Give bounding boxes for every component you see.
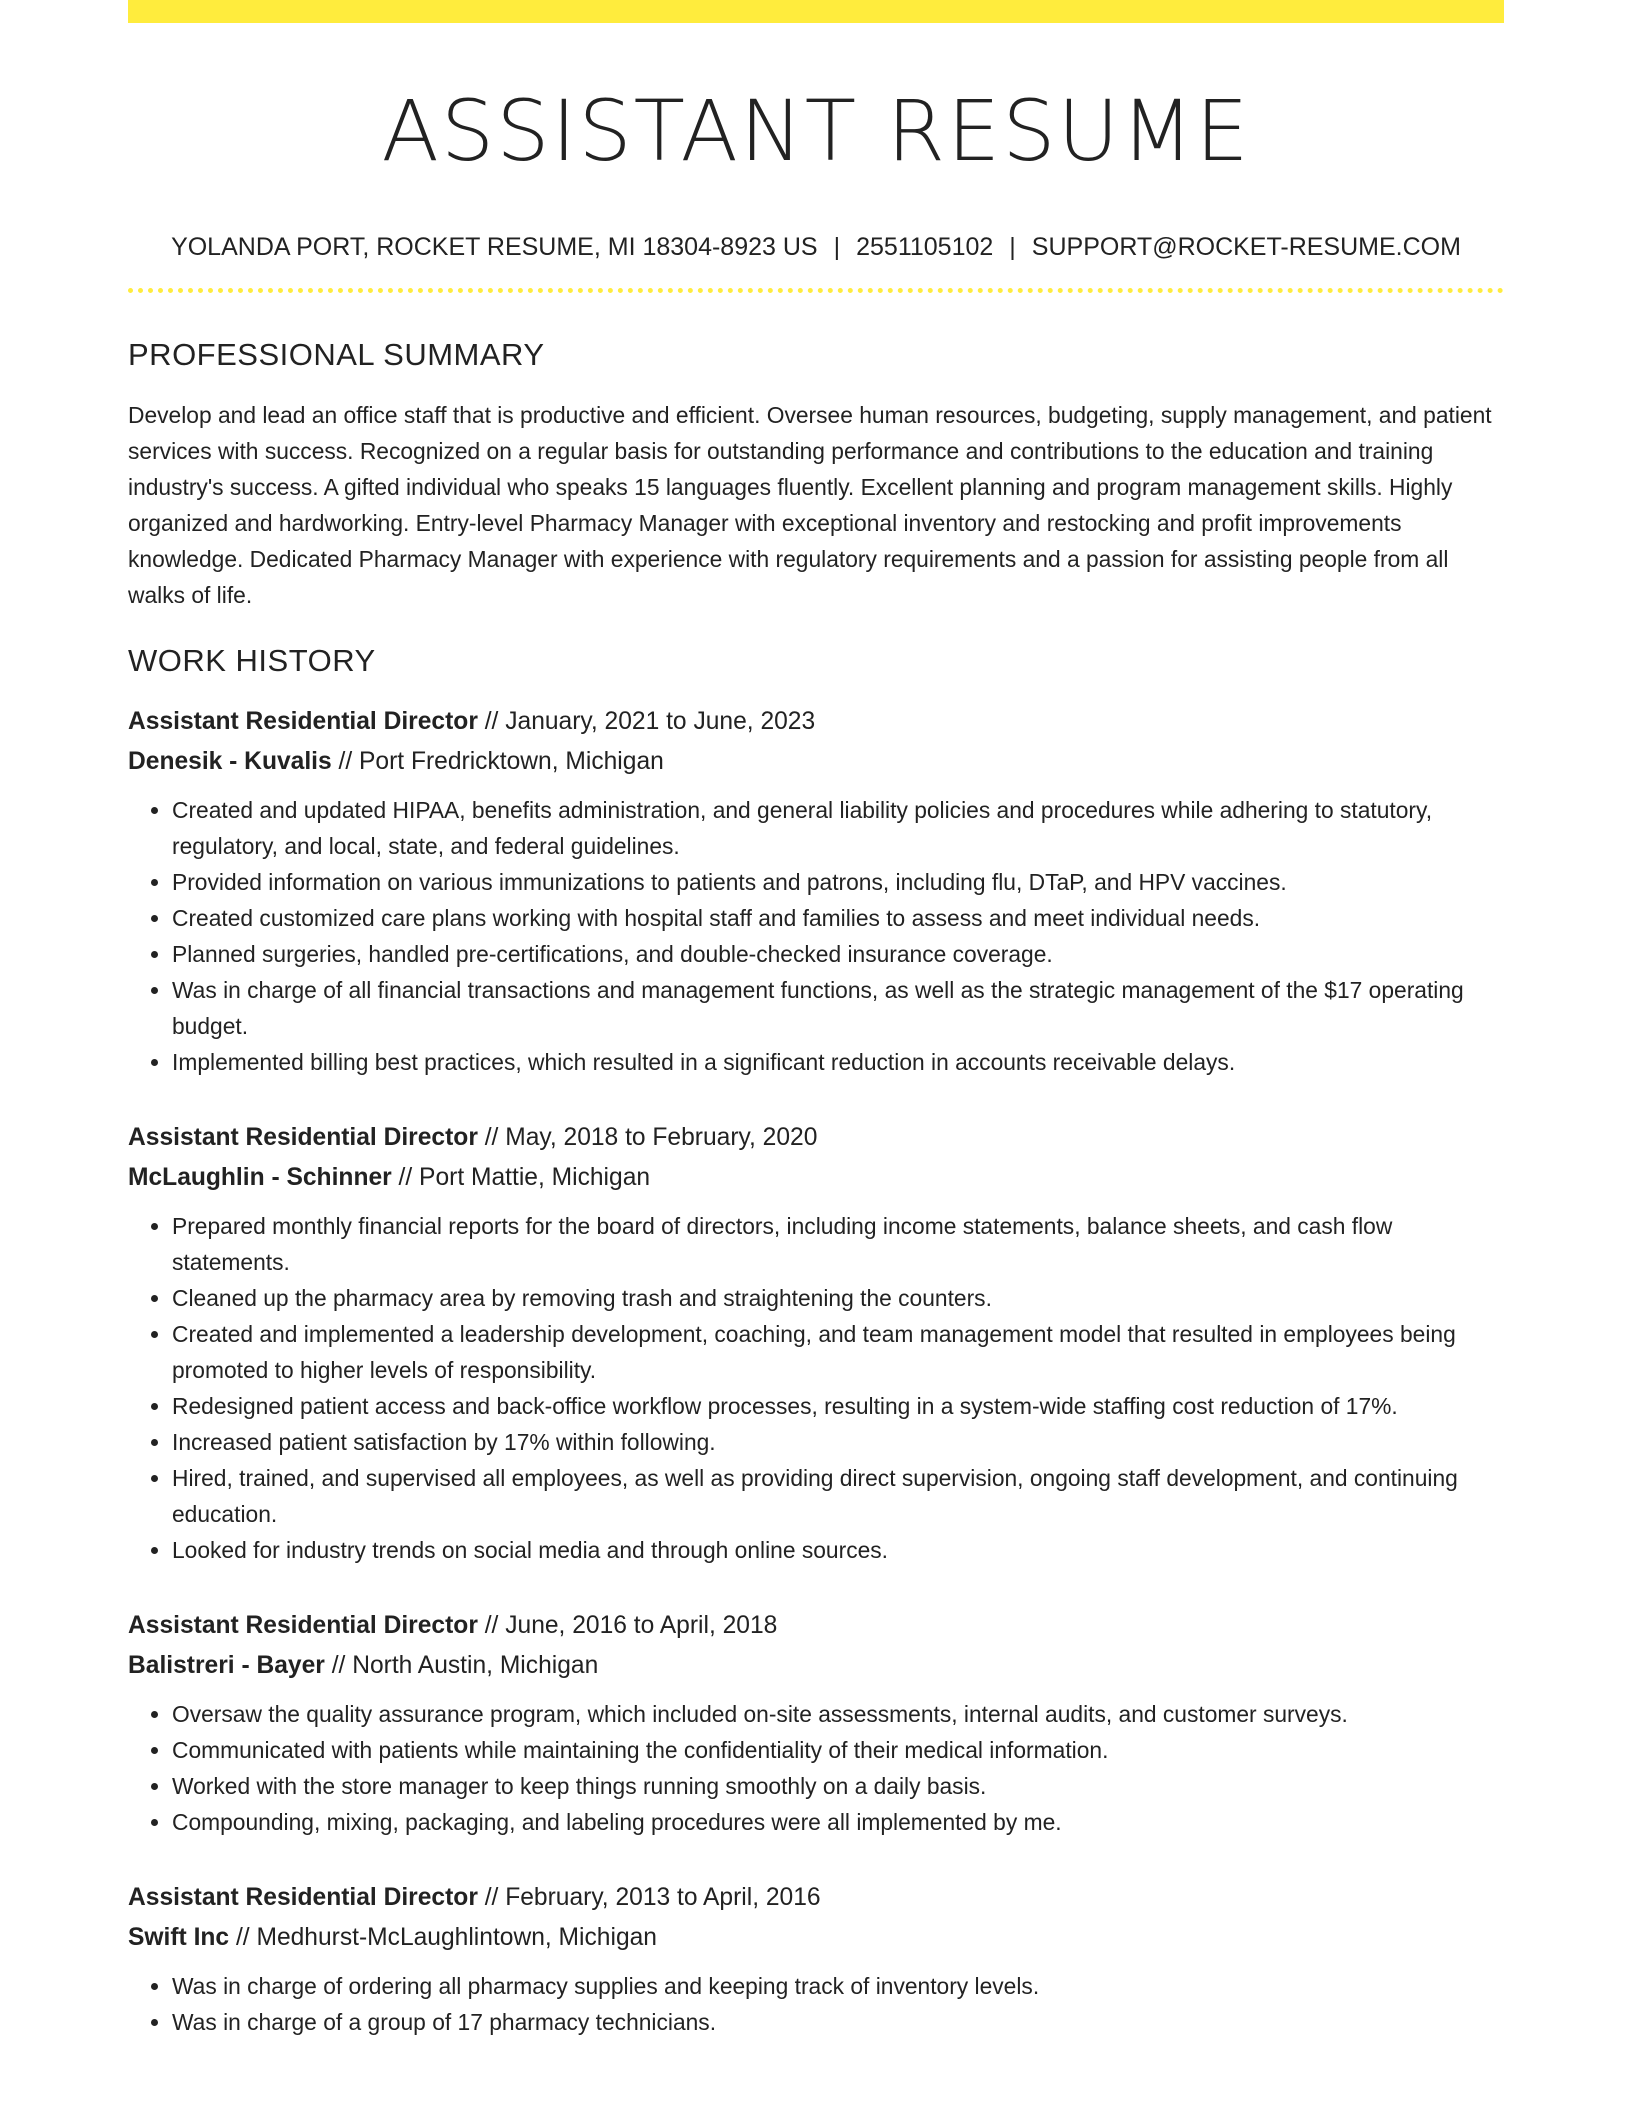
job-location: // Medhurst-McLaughlintown, Michigan [229,1924,657,1951]
job-bullet: • Looked for industry trends on social media and through online sources. [172,1532,1504,1568]
job-title: Assistant Residential Director [128,708,478,735]
resume-title: ASSISTANT RESUME [381,82,1251,180]
job-dates: // June, 2016 to April, 2018 [477,1612,778,1639]
job-bullet-list [128,1208,1504,1568]
work-history-list [128,702,1504,2040]
job-location: // Port Mattie, Michigan [391,1164,651,1191]
job-title: Assistant Residential Director [128,1884,478,1911]
job-title-line [128,1606,1504,1646]
job-title-line [128,1118,1504,1158]
work-history-heading: WORK HISTORY [128,643,376,678]
job-company-line [128,742,1504,782]
job-bullet: • Redesigned patient access and back-office workflow processes, resulting in a system-wide staffing cost reduction of 17%. [172,1388,1504,1424]
job-bullet: • Implemented billing best practices, which resulted in a significant reduction in accounts receivable delays. [172,1044,1504,1080]
job-entry [128,1878,1504,2040]
job-entry [128,1118,1504,1568]
job-company: Balistreri - Bayer [128,1652,325,1679]
job-dates: // January, 2021 to June, 2023 [477,708,816,735]
contact-phone: 2551105102 [856,233,994,261]
job-bullet: • Provided information on various immunizations to patients and patrons, including flu, DTaP, and HPV vaccines. [172,864,1504,900]
job-bullet: • Hired, trained, and supervised all employees, as well as providing direct supervision, ongoing staff development, and continuing education. [172,1460,1504,1532]
job-bullet: • Communicated with patients while maintaining the confidentiality of their medical information. [172,1732,1504,1768]
job-company: Swift Inc [128,1924,230,1951]
job-title: Assistant Residential Director [128,1612,478,1639]
job-bullet: • Created and updated HIPAA, benefits administration, and general liability policies and procedures while adhering to statutory, regulatory, and local, state, and federal guidelines. [172,792,1504,864]
dotted-divider [128,288,1504,293]
job-bullet: • Created and implemented a leadership development, coaching, and team management model that resulted in employees being promoted to higher levels of responsibility. [172,1316,1504,1388]
job-bullet: • Oversaw the quality assurance program, which included on-site assessments, internal audits, and customer surveys. [172,1696,1504,1732]
summary-heading: PROFESSIONAL SUMMARY [128,337,545,372]
job-bullet: • Was in charge of all financial transactions and management functions, as well as the strategic management of the $17 operating budget. [172,972,1504,1044]
job-bullet-list [128,792,1504,1080]
contact-email: SUPPORT@ROCKET-RESUME.COM [1031,233,1461,261]
job-entry [128,702,1504,1080]
contact-separator: | [1009,233,1016,261]
contact-address: YOLANDA PORT, ROCKET RESUME, MI 18304-8923 US [171,233,818,261]
job-bullet: • Compounding, mixing, packaging, and labeling procedures were all implemented by me. [172,1804,1504,1840]
job-bullet: • Was in charge of ordering all pharmacy supplies and keeping track of inventory levels. [172,1968,1504,2004]
job-bullet: • Created customized care plans working with hospital staff and families to assess and meet individual needs. [172,900,1504,936]
job-bullet-list [128,1696,1504,1840]
job-company-line [128,1158,1504,1198]
resume-content [128,0,1504,2040]
job-company: Denesik - Kuvalis [128,748,332,775]
job-title: Assistant Residential Director [128,1124,478,1151]
job-bullet-list [128,1968,1504,2040]
job-location: // Port Fredricktown, Michigan [331,748,664,775]
job-company-line [128,1646,1504,1686]
summary-text: Develop and lead an office staff that is productive and efficient. Oversee human resources, budgeting, supply management, and patient services with success. Recognized on a regular basis for outstanding performance and contributions to the education and training industry's success. A gifted individual who speaks 15 languages fluently. Excellent planning and program management skills. Highly organized and hardworking. Entry-level Pharmacy Manager with exceptional inventory and restocking and profit improvements knowledge. Dedicated Pharmacy Manager with experience with regulatory requirements and a passion for assisting people from all walks of life. [128,402,1492,608]
job-company-line [128,1918,1504,1958]
job-bullet: • Increased patient satisfaction by 17% within following. [172,1424,1504,1460]
job-dates: // May, 2018 to February, 2020 [477,1124,818,1151]
job-bullet: • Cleaned up the pharmacy area by removing trash and straightening the counters. [172,1280,1504,1316]
job-title-line [128,1878,1504,1918]
contact-line [128,231,1504,263]
job-location: // North Austin, Michigan [324,1652,599,1679]
job-bullet: • Was in charge of a group of 17 pharmacy technicians. [172,2004,1504,2040]
job-entry [128,1606,1504,1840]
job-bullet: • Worked with the store manager to keep things running smoothly on a daily basis. [172,1768,1504,1804]
job-bullet: • Prepared monthly financial reports for the board of directors, including income statements, balance sheets, and cash flow statements. [172,1208,1504,1280]
job-dates: // February, 2013 to April, 2016 [477,1884,821,1911]
job-company: McLaughlin - Schinner [128,1164,392,1191]
job-title-line [128,702,1504,742]
contact-separator: | [833,233,841,261]
job-bullet: • Planned surgeries, handled pre-certifications, and double-checked insurance coverage. [172,936,1504,972]
